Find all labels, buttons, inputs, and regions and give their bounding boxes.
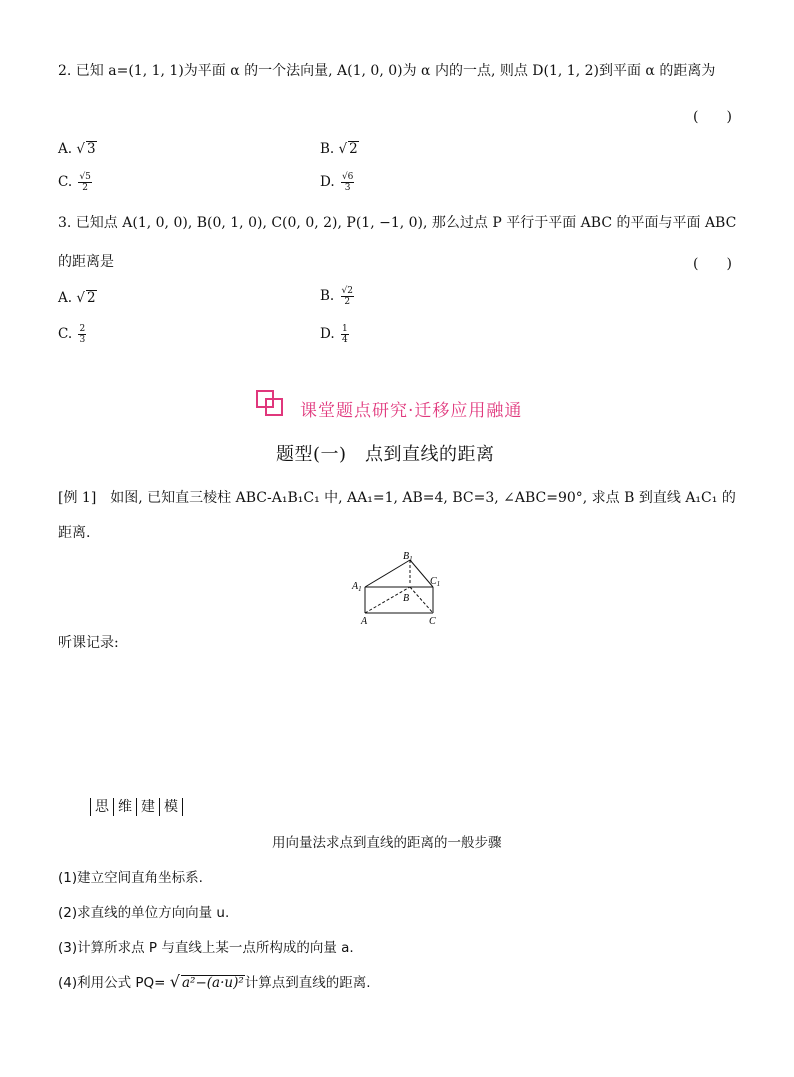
radicand: 2: [86, 290, 96, 306]
example-stem-line2: 距离.: [58, 525, 91, 541]
notes-label: 听课记录:: [58, 635, 119, 651]
q2-option-d: [320, 172, 354, 193]
option-prefix: C.: [58, 326, 73, 342]
denominator: 4: [341, 335, 348, 345]
section-title: 题型(一) 点到直线的距离: [276, 444, 495, 465]
option-prefix: B.: [320, 141, 335, 157]
sqrt-symbol: √: [169, 972, 180, 991]
option-prefix: A.: [58, 290, 73, 306]
method-title: 用向量法求点到直线的距离的一般步骤: [272, 835, 502, 851]
denominator: 2: [344, 297, 351, 307]
numerator: √2: [341, 286, 353, 296]
fraction: [341, 172, 354, 193]
numerator: 2: [79, 324, 86, 334]
section-banner: 课堂题点研究·迁移应用融通: [300, 401, 523, 421]
squares-icon: [254, 388, 290, 418]
q3-stem-line1: 3. 已知点 A(1, 0, 0), B(0, 1, 0), C(0, 0, 2), P(1, −1, 0), 那么过点 P 平行于平面 ABC 的平面与平面 ABC: [58, 215, 737, 231]
tag-char: 维: [113, 798, 136, 816]
fraction: [341, 286, 354, 307]
q3-option-d: [320, 324, 349, 345]
q3-answer-paren: ( ): [693, 256, 732, 272]
fraction: [78, 172, 91, 193]
q3-option-c: [58, 324, 86, 345]
numerator: √6: [341, 172, 354, 182]
q2-option-a: [58, 141, 97, 157]
radicand: 2: [349, 141, 358, 157]
label-c: C: [429, 616, 436, 627]
example-stem-line1: [例 1] 如图, 已知直三棱柱 ABC-A₁B₁C₁ 中, AA₁=1, AB=4, BC=3, ∠ABC=90°, 求点 B 到直线 A₁C₁ 的: [58, 490, 736, 506]
option-prefix: A.: [58, 141, 73, 157]
option-prefix: D.: [320, 326, 335, 342]
numerator: √5: [79, 172, 91, 182]
formula: a²−(a·u)²: [182, 975, 244, 991]
tag-char: 建: [136, 798, 159, 816]
step-3: (3)计算所求点 P 与直线上某一点所构成的向量 a.: [58, 940, 354, 956]
prism-figure: [340, 545, 450, 630]
fraction: [341, 324, 349, 345]
step-4-suffix: 计算点到直线的距离.: [244, 975, 371, 991]
step-4-prefix: (4)利用公式 PQ=: [58, 975, 166, 991]
option-prefix: B.: [320, 288, 335, 304]
label-a: A: [361, 616, 368, 627]
q3-option-b: [320, 286, 354, 307]
thinking-model-tags: [90, 798, 183, 816]
tag-char: 模: [159, 798, 183, 816]
denominator: 3: [344, 183, 351, 193]
sqrt-symbol: √: [76, 141, 85, 157]
step-1: (1)建立空间直角坐标系.: [58, 870, 203, 886]
denominator: 3: [79, 335, 86, 345]
label-c1: $C_1$: [430, 576, 441, 588]
q2-answer-paren: ( ): [693, 109, 732, 125]
sqrt-symbol: √: [76, 290, 85, 306]
denominator: 2: [82, 183, 89, 193]
radicand: 3: [86, 141, 96, 157]
q2-option-b: [320, 141, 359, 157]
fraction: [78, 324, 86, 345]
q2-option-c: [58, 172, 92, 193]
step-4: [58, 971, 371, 991]
option-prefix: C.: [58, 174, 73, 190]
tag-char: 思: [90, 798, 113, 816]
numerator: 1: [341, 324, 348, 334]
step-2: (2)求直线的单位方向向量 u.: [58, 905, 230, 921]
q3-option-a: [58, 290, 97, 306]
label-b: B: [403, 593, 410, 604]
label-b1: $B_1$: [403, 551, 413, 563]
option-prefix: D.: [320, 174, 335, 190]
label-a1: $A_1$: [352, 581, 362, 593]
sqrt-symbol: √: [338, 141, 348, 157]
q3-stem-line2: 的距离是: [58, 254, 114, 270]
q2-stem: 2. 已知 a=(1, 1, 1)为平面 α 的一个法向量, A(1, 0, 0)为 α 内的一点, 则点 D(1, 1, 2)到平面 α 的距离为: [58, 63, 716, 79]
